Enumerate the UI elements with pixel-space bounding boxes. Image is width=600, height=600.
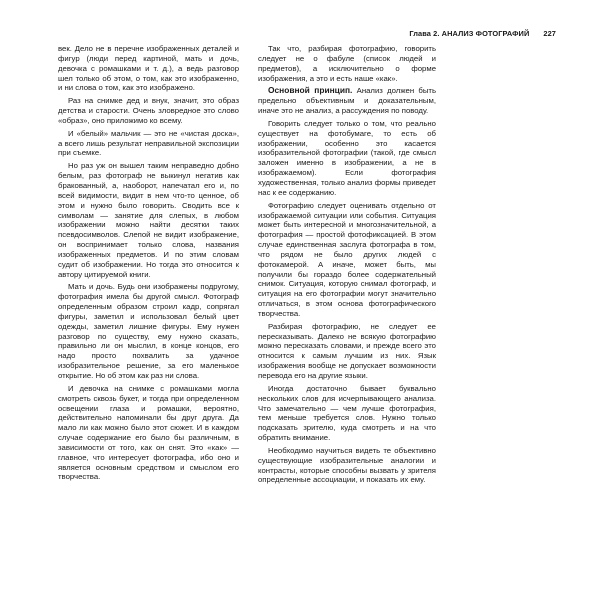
paragraph: Иногда достаточно бывает буквально нескольких слов для исчерпывающего анализа. Что замечательно — чем лучше фотография, тем меньше требуется слов. Нужно только подсказать зрителю, куда смотреть и на что обратить внимание. [258, 383, 436, 443]
paragraph: И «белый» мальчик — это не «чистая доска», а всего лишь результат неправильной экспозиции при съемке. [58, 128, 239, 158]
paragraph: Но раз уж он вышел таким неправедно добно белым, раз фотограф не выкинул негатив как бракованный, а, наоборот, напечатал его и, по всей видимости, видит в нем что-то ценное, об этом и нужно было говорить. Сводить все к символам — занятие для слепых, в любом изображении можно найти десятки таких псевдосимволов. Слепой не видит изображение, он воспринимает только слова, названия изображенных предметов. И по этим словам судит об изображении. Но тогда это относится к автору цитируемой книги. [58, 161, 239, 279]
chapter-title: Глава 2. АНАЛИЗ ФОТОГРАФИЙ [409, 29, 530, 38]
paragraph: Необходимо научиться видеть те объективно существующие изобразительные аналогии и контрасты, которые способны вызвать у зрителя определенные ассоциации, и показать их ему. [258, 445, 436, 485]
paragraph: Мать и дочь. Будь они изображены подругому, фотография имела бы другой смысл. Фотограф определенным образом строил кадр, сопрягал фигуры, заметил и использовал белый цвет одежды, заметил лишние фигуры. Ему нужен разговор по существу, ему нужно сказать, правильно ли он мыслил, в конце концов, его надо просто похвалить за удачное изобразительное решение, за его маленькое открытие. Но об этом как раз ни слова. [58, 282, 239, 380]
paragraph: И девочка на снимке с ромашками могла смотреть сквозь букет, и тогда при определенном освещении глаза и ромашки, вероятно, действительно напоминали бы друг друга. Да мало ли как можно было этот сюжет. И в каждом случае содержание его было бы различным, в зависимости от того, как он снят. Это «как» — главное, что интересует фотографа, ибо оно и является основным средством и смыслом его творчества. [58, 383, 239, 482]
paragraph: Фотографию следует оценивать отдельно от изображаемой ситуации или события. Ситуация может быть интересной и многозначительной, а фотография — простой фотофиксацией. В этом случае единственная заслуга фотографа в том, что рядом не было других людей с фотокамерой. А иначе, может быть, мы получили бы гораздо более содержательный снимок. Ситуация, которую снимал фотограф, и ситуация на его фотографии могут значительно отличаться, в этом основа фотографического творчества. [258, 200, 436, 318]
paragraph: Так что, разбирая фотографию, говорить следует не о фабуле (список людей и предметов), а исключительно о форме изображения, а это и есть наше «как». [258, 44, 436, 83]
paragraph: Говорить следует только о том, что реально существует на фотобумаге, то есть об изображении, особенно это касается изобразительной фотографии (такой, где смысл заложен именно в изображении, а не в изображаемом). Если фотография художественная, только анализ формы приведет нас к ее содержанию. [258, 118, 436, 197]
paragraph: век. Дело не в перечне изображенных деталей и фигур (люди перед картиной, мать и дочь, девочка с ромашками и т. д.), а ведь разговор шел только об этом, о том, как это изображенно, и ни слова о том, как это изображено. [58, 44, 239, 93]
page-number: 227 [543, 29, 556, 38]
right-column [258, 44, 436, 488]
left-column [58, 44, 239, 485]
section-heading: Основной принцип. [268, 85, 353, 96]
section-lead-text: Анализ должен быть предельно объективным и доказательным, иначе это не анализ, а рассуждения по поводу. [258, 86, 436, 116]
section-paragraph [258, 86, 436, 116]
paragraph: Разбирая фотографию, не следует ее пересказывать. Далеко не всякую фотографию можно пересказать словами, и прежде всего это относится к самым лучшим из них. Язык изображения вообще не допускает возможности перевода его на другие языки. [258, 321, 436, 380]
paragraph: Раз на снимке дед и внук, значит, это образ детства и старости. Очень зловредное это слово «образ», оно приложимо ко всему. [58, 96, 239, 125]
running-header [409, 29, 556, 38]
